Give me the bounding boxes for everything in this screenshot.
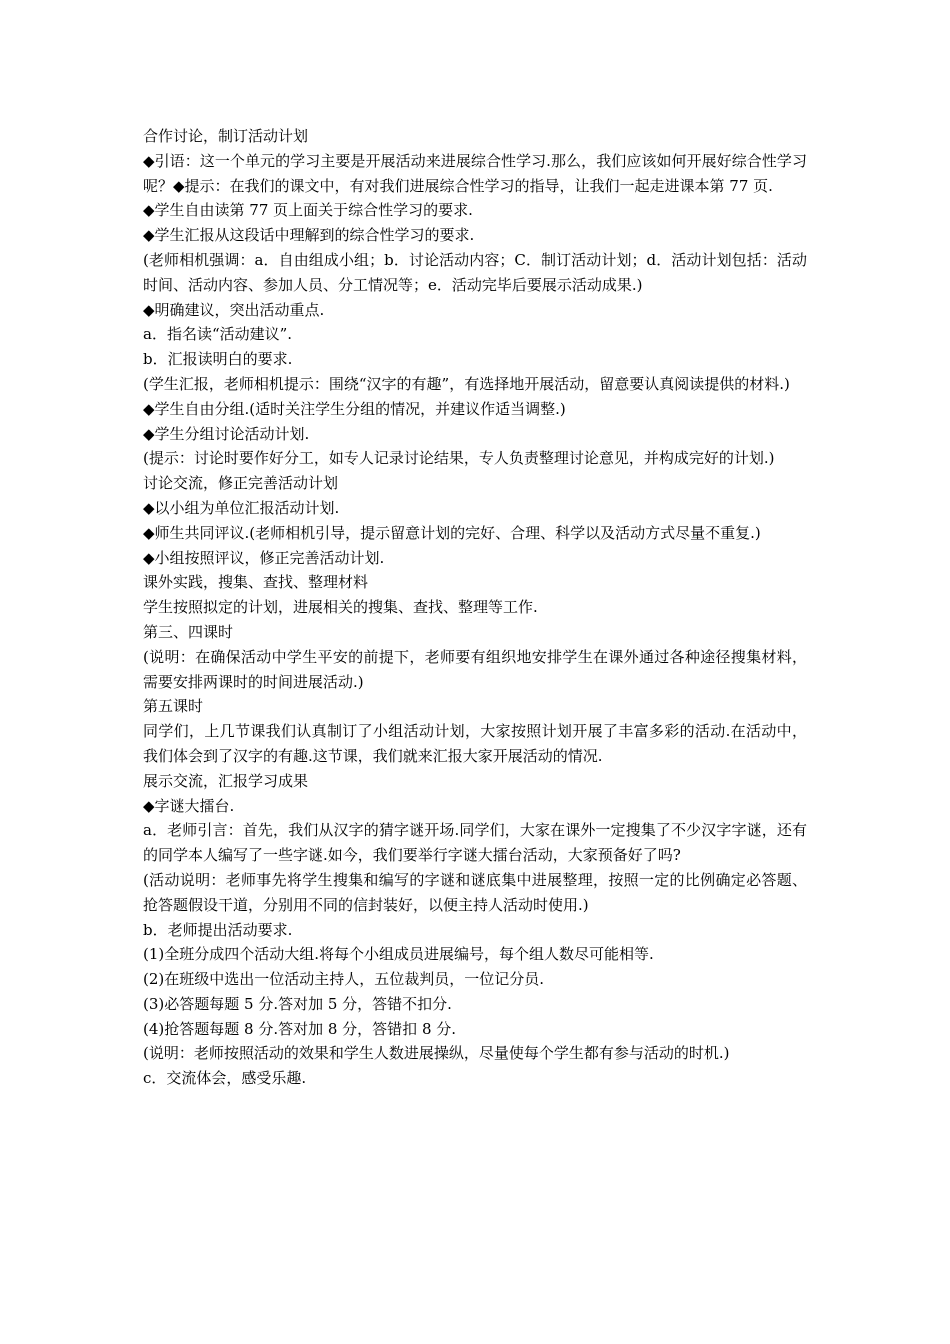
- paragraph-joint-review: ◆师生共同评议.(老师相机引导，提示留意计划的完好、合理、科学以及活动方式尽量不重复.): [143, 523, 761, 542]
- document-body: [143, 124, 807, 1091]
- paragraph-clarify-suggestions: ◆明确建议，突出活动重点.: [143, 300, 325, 319]
- paragraph-revise-plan: ◆小组按照评议，修正完善活动计划.: [143, 548, 385, 567]
- paragraph-activity-note: (活动说明：老师事先将学生搜集和编写的字谜和谜底集中进展整理，按照一定的比例确定必答题、抢答题假设干道，分别用不同的信封装好，以便主持人活动时使用.): [143, 870, 807, 914]
- paragraph-teacher-intro: a．老师引言：首先，我们从汉字的猜字谜开场.同学们，大家在课外一定搜集了不少汉字字谜，还有的同学本人编写了一些字谜.如今，我们要举行字谜大擂台活动，大家预备好了吗?: [143, 821, 807, 865]
- paragraph-collect-materials: 学生按照拟定的计划，进展相关的搜集、查找、整理等工作.: [143, 598, 538, 617]
- paragraph-teacher-emphasis: (老师相机强调：a．自由组成小组；b．讨论活动内容；C．制订活动计划；d．活动计划包括：活动时间、活动内容、参加人员、分工情况等；e．活动完毕后要展示活动成果.): [143, 250, 807, 294]
- paragraph-read-page-77: ◆学生自由读第 77 页上面关于综合性学习的要求.: [143, 201, 473, 220]
- paragraph-rule-4: (4)抢答题每题 8 分.答对加 8 分，答错扣 8 分.: [143, 1019, 457, 1038]
- section-heading-practice: 课外实践，搜集、查找、整理材料: [143, 573, 369, 592]
- paragraph-riddle-arena: ◆字谜大擂台.: [143, 796, 235, 815]
- paragraph-group-discussion: ◆学生分组讨论活动计划.: [143, 424, 310, 443]
- paragraph-report-requirements: ◆学生汇报从这段话中理解到的综合性学习的要求.: [143, 226, 475, 245]
- section-heading-lesson-5: 第五课时: [143, 697, 204, 716]
- section-heading-lessons-3-4: 第三、四课时: [143, 622, 234, 641]
- paragraph-group-report-plan: ◆以小组为单位汇报活动计划.: [143, 498, 340, 517]
- paragraph-item-c: c．交流体会，感受乐趣.: [143, 1069, 307, 1088]
- paragraph-intro: ◆引语：这一个单元的学习主要是开展活动来进展综合性学习.那么，我们应该如何开展好综合性学习呢？◆提示：在我们的课文中，有对我们进展综合性学习的指导，让我们一起走进课本第 77 页.: [143, 151, 807, 195]
- section-heading-show-results: 展示交流，汇报学习成果: [143, 771, 309, 790]
- paragraph-lessons-3-4-note: (说明：在确保活动中学生平安的前提下，老师要有组织地安排学生在课外通过各种途径搜集材料，需要安排两课时的时间进展活动.): [143, 647, 807, 691]
- paragraph-free-grouping: ◆学生自由分组.(适时关注学生分组的情况，并建议作适当调整.): [143, 399, 566, 418]
- paragraph-item-b: b．汇报读明白的要求.: [143, 350, 293, 369]
- paragraph-item-a: a．指名读“活动建议”.: [143, 325, 293, 344]
- paragraph-activity-requirements: b．老师提出活动要求.: [143, 920, 293, 939]
- section-heading-discuss-plan: 合作讨论，制订活动计划: [143, 127, 309, 145]
- paragraph-student-report: (学生汇报，老师相机提示：围绕“汉字的有趣”，有选择地开展活动，留意要认真阅读提供的材料.): [143, 374, 790, 393]
- paragraph-rule-3: (3)必答题每题 5 分.答对加 5 分，答错不扣分.: [143, 994, 452, 1013]
- paragraph-hint-division: (提示：讨论时要作好分工，如专人记录讨论结果，专人负责整理讨论意见，并构成完好的计划.): [143, 449, 775, 468]
- paragraph-rule-1: (1)全班分成四个活动大组.将每个小组成员进展编号，每个组人数尽可能相等.: [143, 945, 654, 964]
- paragraph-teacher-note: (说明：老师按照活动的效果和学生人数进展操纵，尽量使每个学生都有参与活动的时机.): [143, 1044, 730, 1063]
- paragraph-rule-2: (2)在班级中选出一位活动主持人，五位裁判员，一位记分员.: [143, 970, 545, 989]
- section-heading-revise-plan: 讨论交流，修正完善活动计划: [143, 474, 339, 493]
- paragraph-lesson-5-intro: 同学们，上几节课我们认真制订了小组活动计划，大家按照计划开展了丰富多彩的活动.在活动中，我们体会到了汉字的有趣.这节课，我们就来汇报大家开展活动的情况.: [143, 722, 807, 765]
